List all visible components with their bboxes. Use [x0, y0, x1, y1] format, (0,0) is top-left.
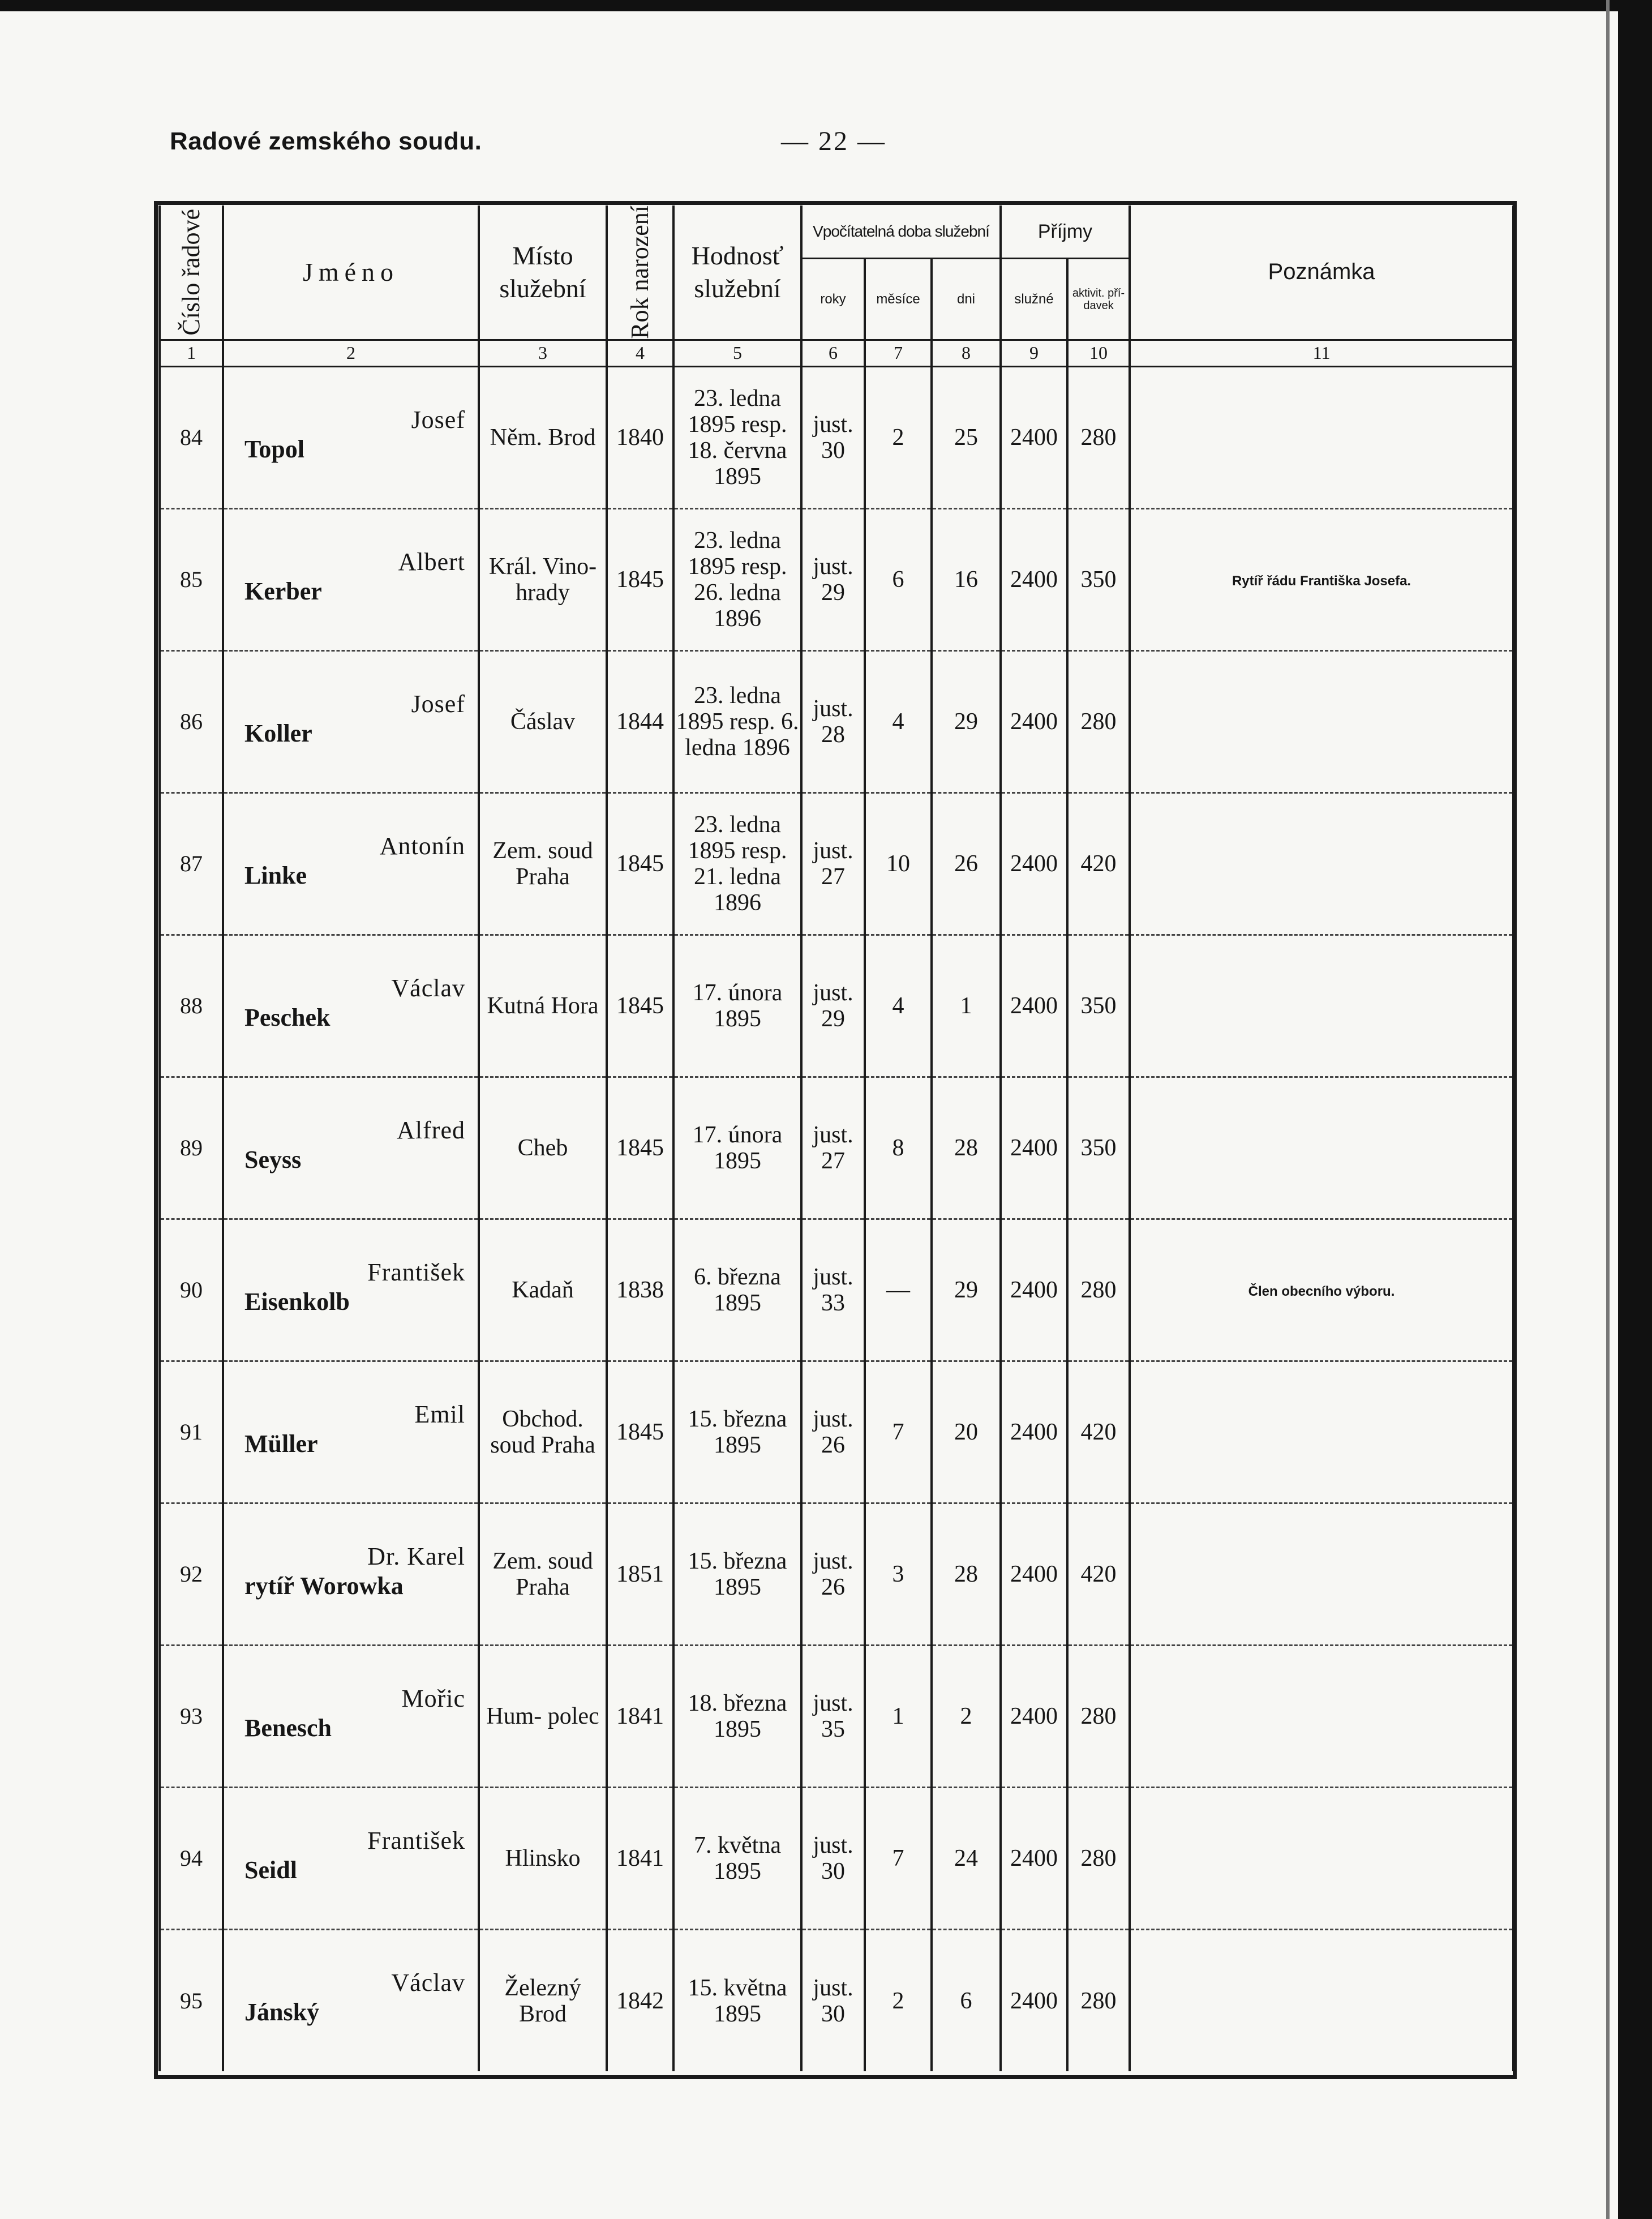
service-months: 8: [865, 1077, 932, 1219]
birth-year: 1845: [607, 935, 673, 1077]
allowance: 280: [1067, 1219, 1130, 1361]
service-place: Kutná Hora: [479, 935, 607, 1077]
given-name: Alfred: [397, 1116, 465, 1144]
service-place: Něm. Brod: [479, 366, 607, 508]
service-place: Čáslav: [479, 650, 607, 792]
running-head: Radové zemského soudu.: [170, 127, 482, 155]
service-place: Král. Vino- hrady: [479, 508, 607, 650]
allowance: 280: [1067, 650, 1130, 792]
birth-year: 1841: [607, 1645, 673, 1787]
service-months: 2: [865, 366, 932, 508]
given-name: Albert: [398, 547, 465, 576]
service-years: just. 26: [801, 1503, 865, 1645]
table-row: [160, 1503, 1513, 1645]
birth-year: 1845: [607, 792, 673, 935]
salary: 2400: [1001, 1361, 1067, 1503]
note-cell: [1130, 650, 1513, 792]
salary: 2400: [1001, 1503, 1067, 1645]
surname: Peschek: [244, 1003, 331, 1031]
service-years: just. 29: [801, 508, 865, 650]
row-number: 86: [160, 650, 223, 792]
rank-date: 15. května 1895: [673, 1929, 801, 2071]
table-row: [160, 1077, 1513, 1219]
service-place: Cheb: [479, 1077, 607, 1219]
birth-year: 1840: [607, 366, 673, 508]
rank-date: 23. ledna 1895 resp. 18. června 1895: [673, 366, 801, 508]
rank-date: 23. ledna 1895 resp. 6. ledna 1896: [673, 650, 801, 792]
rank-date: 6. března 1895: [673, 1219, 801, 1361]
service-months: 4: [865, 935, 932, 1077]
service-months: 7: [865, 1361, 932, 1503]
given-name: Antonín: [379, 832, 465, 860]
column-number: 4: [607, 340, 673, 366]
given-name: Josef: [411, 405, 465, 434]
allowance: 420: [1067, 792, 1130, 935]
salary: 2400: [1001, 508, 1067, 650]
header-place: Místo služební: [479, 205, 607, 340]
service-months: 6: [865, 508, 932, 650]
service-days: 20: [932, 1361, 1001, 1503]
header-salary: služné: [1001, 259, 1067, 340]
column-number: 7: [865, 340, 932, 366]
surname: Topol: [244, 435, 305, 463]
column-number: 3: [479, 340, 607, 366]
row-number: 85: [160, 508, 223, 650]
note-cell: [1130, 1645, 1513, 1787]
note-cell: [1130, 1361, 1513, 1503]
surname: Koller: [244, 719, 312, 747]
given-name: Mořic: [401, 1684, 465, 1712]
column-number: 11: [1130, 340, 1513, 366]
note-cell: [1130, 1929, 1513, 2071]
header-allowance: aktivit. pří- davek: [1067, 259, 1130, 340]
name-cell: [223, 1219, 479, 1361]
row-number: 88: [160, 935, 223, 1077]
table-row: [160, 650, 1513, 792]
name-cell: [223, 1929, 479, 2071]
name-cell: [223, 508, 479, 650]
allowance: 420: [1067, 1503, 1130, 1645]
rank-date: 17. února 1895: [673, 1077, 801, 1219]
service-place: Hum- polec: [479, 1645, 607, 1787]
service-years: just. 29: [801, 935, 865, 1077]
rank-date: 18. března 1895: [673, 1645, 801, 1787]
birth-year: 1845: [607, 1077, 673, 1219]
header-note: Poznámka: [1130, 205, 1513, 340]
salary: 2400: [1001, 1077, 1067, 1219]
salary: 2400: [1001, 1219, 1067, 1361]
surname: rytíř Worowka: [244, 1571, 404, 1600]
note-cell: [1130, 1503, 1513, 1645]
service-place: Hlinsko: [479, 1787, 607, 1929]
salary: 2400: [1001, 1645, 1067, 1787]
allowance: 350: [1067, 508, 1130, 650]
scan-inner-line: [1606, 0, 1610, 2219]
name-cell: [223, 650, 479, 792]
note-cell: [1130, 508, 1513, 650]
row-number: 89: [160, 1077, 223, 1219]
name-cell: [223, 1645, 479, 1787]
table-row: [160, 1787, 1513, 1929]
salary: 2400: [1001, 366, 1067, 508]
staff-table: [158, 205, 1514, 2071]
header-rank: Hodnosť služební: [673, 205, 801, 340]
name-cell: [223, 366, 479, 508]
note-cell: [1130, 1077, 1513, 1219]
allowance: 350: [1067, 935, 1130, 1077]
service-years: just. 33: [801, 1219, 865, 1361]
service-years: just. 26: [801, 1361, 865, 1503]
row-number: 84: [160, 366, 223, 508]
service-months: 1: [865, 1645, 932, 1787]
salary: 2400: [1001, 792, 1067, 935]
salary: 2400: [1001, 935, 1067, 1077]
table-row: [160, 366, 1513, 508]
service-years: just. 35: [801, 1645, 865, 1787]
given-name: Emil: [414, 1400, 465, 1428]
salary: 2400: [1001, 650, 1067, 792]
row-number: 91: [160, 1361, 223, 1503]
name-cell: [223, 1503, 479, 1645]
service-years: just. 27: [801, 792, 865, 935]
service-days: 28: [932, 1503, 1001, 1645]
service-years: just. 30: [801, 366, 865, 508]
row-number: 92: [160, 1503, 223, 1645]
surname: Seidl: [244, 1856, 297, 1884]
service-days: 2: [932, 1645, 1001, 1787]
header-months: měsíce: [865, 259, 932, 340]
rank-date: 7. května 1895: [673, 1787, 801, 1929]
service-years: just. 30: [801, 1787, 865, 1929]
note-text: Člen obecního výboru.: [1248, 1283, 1395, 1299]
note-cell: [1130, 366, 1513, 508]
column-number: 9: [1001, 340, 1067, 366]
service-place: Zem. soud Praha: [479, 792, 607, 935]
birth-year: 1844: [607, 650, 673, 792]
birth-year: 1841: [607, 1787, 673, 1929]
service-years: just. 30: [801, 1929, 865, 2071]
row-number: 95: [160, 1929, 223, 2071]
allowance: 420: [1067, 1361, 1130, 1503]
service-days: 1: [932, 935, 1001, 1077]
salary: 2400: [1001, 1929, 1067, 2071]
surname: Seyss: [244, 1145, 302, 1173]
service-place: Kadaň: [479, 1219, 607, 1361]
header-name: Jméno: [223, 205, 479, 340]
table-row: [160, 792, 1513, 935]
given-name: Václav: [391, 1968, 465, 1997]
name-cell: [223, 1361, 479, 1503]
birth-year: 1845: [607, 508, 673, 650]
service-months: —: [865, 1219, 932, 1361]
scan-border-right: [1618, 0, 1652, 2219]
service-months: 7: [865, 1787, 932, 1929]
note-cell: [1130, 1219, 1513, 1361]
rank-date: 17. února 1895: [673, 935, 801, 1077]
surname: Kerber: [244, 577, 322, 605]
table-row: [160, 1361, 1513, 1503]
service-place: Železný Brod: [479, 1929, 607, 2071]
allowance: 280: [1067, 1929, 1130, 2071]
rank-date: 23. ledna 1895 resp. 21. ledna 1896: [673, 792, 801, 935]
service-months: 2: [865, 1929, 932, 2071]
service-months: 3: [865, 1503, 932, 1645]
name-cell: [223, 792, 479, 935]
service-days: 6: [932, 1929, 1001, 2071]
service-place: Obchod. soud Praha: [479, 1361, 607, 1503]
header-serial: Číslo řadové: [160, 205, 223, 340]
table-row: [160, 508, 1513, 650]
birth-year: 1845: [607, 1361, 673, 1503]
header-income-group: Příjmy: [1001, 205, 1130, 259]
service-days: 29: [932, 1219, 1001, 1361]
allowance: 280: [1067, 366, 1130, 508]
surname: Müller: [244, 1429, 318, 1458]
note-cell: [1130, 935, 1513, 1077]
column-number: 5: [673, 340, 801, 366]
header-service-group: Vpočítatelná doba služební: [801, 205, 1001, 259]
service-days: 24: [932, 1787, 1001, 1929]
surname: Jánský: [244, 1998, 320, 2026]
column-number: 8: [932, 340, 1001, 366]
table-row: [160, 935, 1513, 1077]
service-days: 29: [932, 650, 1001, 792]
allowance: 350: [1067, 1077, 1130, 1219]
row-number: 94: [160, 1787, 223, 1929]
rank-date: 23. ledna 1895 resp. 26. ledna 1896: [673, 508, 801, 650]
row-number: 90: [160, 1219, 223, 1361]
service-days: 28: [932, 1077, 1001, 1219]
column-number: 6: [801, 340, 865, 366]
given-name: Václav: [391, 974, 465, 1002]
service-months: 10: [865, 792, 932, 935]
allowance: 280: [1067, 1787, 1130, 1929]
service-days: 25: [932, 366, 1001, 508]
page-number: — 22 —: [781, 126, 886, 156]
service-days: 26: [932, 792, 1001, 935]
allowance: 280: [1067, 1645, 1130, 1787]
given-name: František: [367, 1258, 465, 1286]
rank-date: 15. března 1895: [673, 1503, 801, 1645]
salary: 2400: [1001, 1787, 1067, 1929]
birth-year: 1851: [607, 1503, 673, 1645]
given-name: Dr. Karel: [367, 1542, 465, 1570]
header-days: dni: [932, 259, 1001, 340]
birth-year: 1842: [607, 1929, 673, 2071]
name-cell: [223, 935, 479, 1077]
service-place: Zem. soud Praha: [479, 1503, 607, 1645]
service-years: just. 28: [801, 650, 865, 792]
table-row: [160, 1645, 1513, 1787]
header-birth-year: Rok narození: [607, 205, 673, 340]
surname: Benesch: [244, 1713, 332, 1742]
given-name: František: [367, 1826, 465, 1854]
note-cell: [1130, 792, 1513, 935]
surname: Eisenkolb: [244, 1287, 350, 1316]
birth-year: 1838: [607, 1219, 673, 1361]
note-text: Rytíř řádu Františka Josefa.: [1232, 573, 1411, 589]
scan-border-top: [0, 0, 1652, 11]
column-number: 2: [223, 340, 479, 366]
name-cell: [223, 1077, 479, 1219]
service-years: just. 27: [801, 1077, 865, 1219]
service-months: 4: [865, 650, 932, 792]
service-days: 16: [932, 508, 1001, 650]
table-row: [160, 1929, 1513, 2071]
column-number: 10: [1067, 340, 1130, 366]
row-number: 93: [160, 1645, 223, 1787]
header-years: roky: [801, 259, 865, 340]
given-name: Josef: [411, 689, 465, 718]
row-number: 87: [160, 792, 223, 935]
name-cell: [223, 1787, 479, 1929]
rank-date: 15. března 1895: [673, 1361, 801, 1503]
note-cell: [1130, 1787, 1513, 1929]
column-number: 1: [160, 340, 223, 366]
surname: Linke: [244, 861, 307, 889]
table-row: [160, 1219, 1513, 1361]
